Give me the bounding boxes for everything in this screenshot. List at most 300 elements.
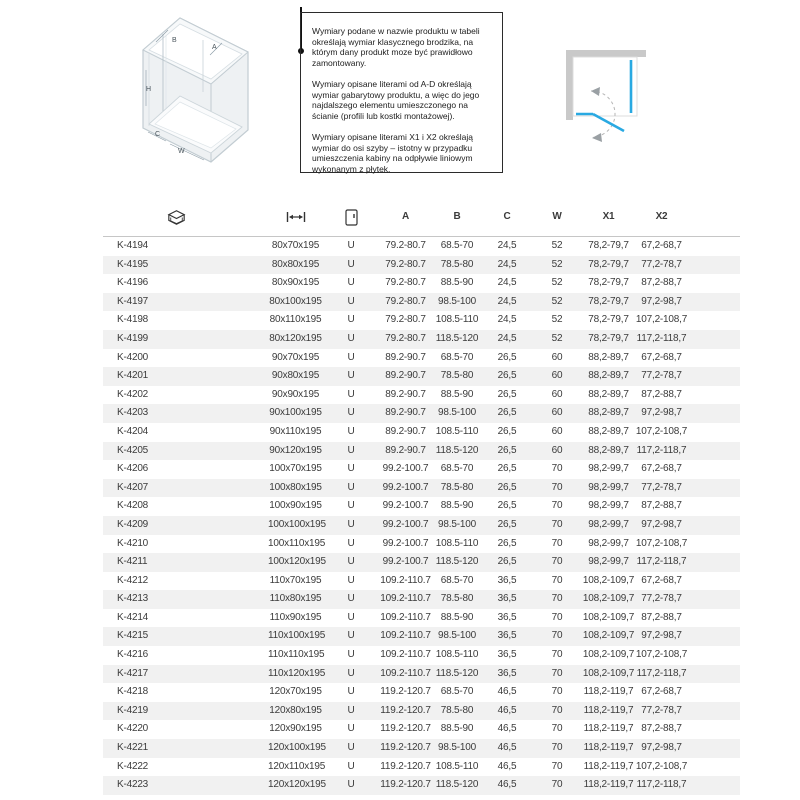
cell-b: 88.5-90 — [440, 500, 474, 512]
cell-x2: 87,2-88,7 — [641, 277, 682, 289]
cell-a: 89.2-90.7 — [385, 370, 426, 382]
cell-dimensions: 120x110x195 — [268, 760, 326, 772]
cell-c: 46,5 — [497, 760, 517, 772]
cell-w: 70 — [551, 704, 563, 716]
cell-dimensions: 90x100x195 — [269, 407, 322, 419]
cell-x1: 88,2-89,7 — [588, 444, 629, 456]
cell-c: 26,5 — [497, 518, 517, 530]
cell-x1: 118,2-119,7 — [583, 686, 634, 698]
cell-product-code: K-4208 — [117, 500, 149, 512]
cell-b: 98.5-100 — [438, 295, 476, 307]
cell-w: 70 — [551, 723, 563, 735]
cell-b: 108.5-110 — [435, 649, 479, 661]
cell-a: 79.2-80.7 — [385, 277, 426, 289]
cell-x2: 107,2-108,7 — [635, 649, 688, 661]
cell-c: 26,5 — [497, 370, 517, 382]
door-icon — [345, 209, 358, 226]
cell-x1: 108,2-109,7 — [582, 611, 635, 623]
cell-dimensions: 90x120x195 — [269, 444, 322, 456]
table-row — [103, 367, 740, 386]
cell-door-type: U — [347, 537, 355, 549]
cell-door-type: U — [347, 407, 355, 419]
cell-c: 26,5 — [497, 537, 517, 549]
cell-b: 118.5-120 — [435, 556, 479, 568]
cell-b: 118.5-120 — [435, 332, 479, 344]
cell-x2: 67,2-68,7 — [641, 351, 682, 363]
cell-x2: 97,2-98,7 — [641, 407, 682, 419]
cell-dimensions: 110x70x195 — [269, 574, 322, 586]
cell-dimensions: 110x100x195 — [268, 630, 326, 642]
cell-b: 78.5-80 — [440, 258, 474, 270]
cell-a: 109.2-110.7 — [380, 630, 431, 642]
cell-product-code: K-4210 — [117, 537, 149, 549]
cell-w: 70 — [551, 686, 563, 698]
cell-a: 99.2-100.7 — [382, 556, 429, 568]
cell-door-type: U — [347, 332, 355, 344]
cell-b: 88.5-90 — [440, 388, 474, 400]
cell-b: 118.5-120 — [435, 667, 479, 679]
cell-product-code: K-4212 — [117, 574, 149, 586]
cell-x1: 98,2-99,7 — [588, 537, 629, 549]
header-col-c: C — [503, 210, 511, 222]
cell-x2: 117,2-118,7 — [636, 332, 687, 344]
table-header-row — [103, 200, 740, 237]
cell-door-type: U — [347, 556, 355, 568]
cell-x1: 88,2-89,7 — [588, 351, 629, 363]
cell-door-type: U — [347, 760, 355, 772]
cell-x1: 118,2-119,7 — [583, 760, 634, 772]
cell-dimensions: 120x70x195 — [269, 686, 322, 698]
table-row — [103, 646, 740, 665]
cell-c: 36,5 — [497, 667, 517, 679]
cell-a: 119.2-120.7 — [380, 779, 431, 791]
cell-x1: 78,2-79,7 — [588, 258, 629, 270]
cell-c: 46,5 — [497, 742, 517, 754]
cell-dimensions: 100x120x195 — [268, 556, 326, 568]
cell-a: 89.2-90.7 — [385, 425, 426, 437]
cell-b: 98.5-100 — [438, 742, 476, 754]
cell-c: 24,5 — [497, 240, 517, 251]
cell-door-type: U — [347, 277, 355, 289]
cell-dimensions: 120x80x195 — [269, 704, 322, 716]
cell-x1: 118,2-119,7 — [583, 742, 634, 754]
cell-door-type: U — [347, 444, 355, 456]
cell-door-type: U — [347, 704, 355, 716]
cell-door-type: U — [347, 295, 355, 307]
cell-product-code: K-4216 — [117, 649, 149, 661]
cell-a: 109.2-110.7 — [380, 574, 431, 586]
cell-b: 68.5-70 — [440, 351, 474, 363]
cell-dimensions: 90x110x195 — [269, 425, 322, 437]
cell-x2: 87,2-88,7 — [641, 611, 682, 623]
cell-dimensions: 100x100x195 — [268, 518, 326, 530]
cell-w: 60 — [551, 444, 563, 456]
cell-x1: 108,2-109,7 — [582, 593, 635, 605]
cell-x1: 108,2-109,7 — [582, 630, 635, 642]
table-row — [103, 423, 740, 442]
cell-product-code: K-4219 — [117, 704, 149, 716]
wall-top — [566, 50, 646, 57]
cell-x1: 108,2-109,7 — [582, 574, 635, 586]
cell-w: 52 — [551, 240, 563, 251]
cell-w: 70 — [551, 463, 563, 475]
cell-w: 70 — [551, 593, 563, 605]
cell-dimensions: 90x90x195 — [271, 388, 320, 400]
cell-x1: 98,2-99,7 — [588, 500, 629, 512]
cell-door-type: U — [347, 370, 355, 382]
cell-door-type: U — [347, 481, 355, 493]
cell-x2: 67,2-68,7 — [641, 240, 682, 251]
cell-door-type: U — [347, 425, 355, 437]
cell-x2: 67,2-68,7 — [641, 686, 682, 698]
spec-table — [103, 200, 740, 795]
cell-c: 26,5 — [497, 407, 517, 419]
cell-b: 88.5-90 — [440, 611, 474, 623]
table-row — [103, 702, 740, 721]
cell-c: 26,5 — [497, 351, 517, 363]
cell-door-type: U — [347, 667, 355, 679]
table-row — [103, 535, 740, 554]
cell-w: 52 — [551, 258, 563, 270]
cell-w: 70 — [551, 760, 563, 772]
cell-dimensions: 110x110x195 — [268, 649, 325, 661]
cell-product-code: K-4222 — [117, 760, 149, 772]
cell-product-code: K-4202 — [117, 388, 149, 400]
cell-x2: 87,2-88,7 — [641, 723, 682, 735]
header-col-a: A — [401, 210, 410, 222]
cell-dimensions: 100x90x195 — [269, 500, 322, 512]
cell-x1: 98,2-99,7 — [588, 463, 629, 475]
cell-c: 24,5 — [497, 277, 517, 289]
table-row — [103, 739, 740, 758]
cell-w: 70 — [551, 742, 563, 754]
cell-x1: 78,2-79,7 — [588, 295, 629, 307]
cell-x1: 78,2-79,7 — [588, 240, 629, 251]
cell-x1: 118,2-119,7 — [583, 723, 634, 735]
table-row — [103, 665, 740, 684]
cell-a: 99.2-100.7 — [382, 537, 429, 549]
cell-x1: 108,2-109,7 — [582, 667, 635, 679]
width-dimension-icon — [286, 211, 306, 223]
cell-b: 108.5-110 — [435, 314, 479, 326]
cell-a: 79.2-80.7 — [385, 332, 426, 344]
cell-door-type: U — [347, 742, 355, 754]
cell-a: 89.2-90.7 — [385, 388, 426, 400]
table-row — [103, 590, 740, 609]
cell-product-code: K-4218 — [117, 686, 149, 698]
cell-x2: 97,2-98,7 — [641, 295, 682, 307]
cell-c: 26,5 — [497, 481, 517, 493]
table-row — [103, 683, 740, 702]
cell-x2: 107,2-108,7 — [635, 314, 688, 326]
cell-x2: 87,2-88,7 — [641, 500, 682, 512]
cell-x1: 118,2-119,7 — [583, 779, 634, 791]
cell-product-code: K-4205 — [117, 444, 149, 456]
cell-product-code: K-4217 — [117, 667, 149, 679]
cell-b: 68.5-70 — [440, 240, 474, 251]
table-row — [103, 386, 740, 405]
header-col-x1: X1 — [602, 210, 615, 222]
cell-product-code: K-4221 — [117, 742, 149, 754]
cell-c: 24,5 — [497, 295, 517, 307]
cell-door-type: U — [347, 574, 355, 586]
cell-dimensions: 110x80x195 — [269, 593, 322, 605]
table-row — [103, 516, 740, 535]
cell-c: 46,5 — [497, 686, 517, 698]
cell-door-type: U — [347, 649, 355, 661]
cell-a: 79.2-80.7 — [385, 314, 426, 326]
cell-x2: 67,2-68,7 — [641, 463, 682, 475]
cell-dimensions: 80x120x195 — [269, 332, 322, 344]
cell-x2: 117,2-118,7 — [636, 556, 687, 568]
cell-product-code: K-4207 — [117, 481, 149, 493]
cell-w: 52 — [551, 314, 563, 326]
cell-b: 108.5-110 — [435, 425, 479, 437]
header-product-column — [103, 206, 250, 229]
cell-a: 99.2-100.7 — [382, 481, 429, 493]
cell-w: 60 — [551, 425, 563, 437]
cell-x1: 88,2-89,7 — [588, 425, 629, 437]
cell-x2: 97,2-98,7 — [641, 742, 682, 754]
cell-w: 70 — [551, 500, 563, 512]
cell-x2: 77,2-78,7 — [641, 593, 682, 605]
table-row — [103, 274, 740, 293]
cell-door-type: U — [347, 463, 355, 475]
cell-x1: 88,2-89,7 — [588, 370, 629, 382]
cell-door-type: U — [347, 779, 355, 791]
cell-w: 52 — [551, 332, 563, 344]
cell-w: 52 — [551, 295, 563, 307]
cell-b: 78.5-80 — [440, 593, 474, 605]
table-row — [103, 479, 740, 498]
cell-door-type: U — [347, 500, 355, 512]
cell-b: 108.5-110 — [435, 760, 479, 772]
cell-w: 52 — [551, 277, 563, 289]
cell-product-code: K-4203 — [117, 407, 149, 419]
glass-door-open — [593, 114, 624, 131]
cell-door-type: U — [347, 258, 355, 270]
cell-dimensions: 80x80x195 — [271, 258, 320, 270]
cell-x2: 97,2-98,7 — [641, 518, 682, 530]
cell-product-code: K-4206 — [117, 463, 149, 475]
cell-dimensions: 120x120x195 — [268, 779, 326, 791]
dimension-note-box — [300, 12, 503, 173]
dim-label-a: A — [212, 44, 217, 51]
cell-b: 68.5-70 — [440, 463, 474, 475]
cell-a: 79.2-80.7 — [385, 295, 426, 307]
cell-x1: 88,2-89,7 — [588, 407, 629, 419]
cell-dimensions: 80x100x195 — [269, 295, 322, 307]
cell-product-code: K-4194 — [117, 240, 149, 251]
cell-product-code: K-4214 — [117, 611, 149, 623]
cell-x2: 107,2-108,7 — [635, 760, 688, 772]
table-row — [103, 442, 740, 461]
header-col-b: B — [453, 210, 461, 222]
cell-b: 68.5-70 — [440, 686, 474, 698]
table-row — [103, 609, 740, 628]
cell-x2: 77,2-78,7 — [641, 258, 682, 270]
cell-a: 79.2-80.7 — [385, 240, 426, 251]
cell-product-code: K-4196 — [117, 277, 149, 289]
cell-product-code: K-4223 — [117, 779, 149, 791]
cell-a: 119.2-120.7 — [380, 686, 431, 698]
cell-product-code: K-4211 — [117, 556, 148, 568]
cell-dimensions: 120x90x195 — [269, 723, 322, 735]
cell-dimensions: 110x120x195 — [268, 667, 326, 679]
cell-x2: 107,2-108,7 — [635, 425, 688, 437]
cell-x1: 108,2-109,7 — [582, 649, 635, 661]
shower-enclosure-3d-diagram — [100, 0, 260, 190]
cell-product-code: K-4220 — [117, 723, 149, 735]
table-row — [103, 404, 740, 423]
cell-a: 109.2-110.7 — [380, 593, 431, 605]
cell-x2: 117,2-118,7 — [636, 444, 687, 456]
table-row — [103, 776, 740, 795]
swing-arrow-up — [591, 87, 600, 96]
top-view-schematic — [558, 42, 688, 162]
cell-dimensions: 100x70x195 — [269, 463, 322, 475]
cell-x2: 117,2-118,7 — [636, 779, 687, 791]
cell-a: 119.2-120.7 — [380, 723, 431, 735]
header-col-x2: X2 — [655, 210, 668, 222]
table-row — [103, 237, 740, 256]
dim-label-c: C — [155, 131, 161, 138]
cell-x1: 88,2-89,7 — [588, 388, 629, 400]
cell-c: 24,5 — [497, 258, 517, 270]
cell-x1: 118,2-119,7 — [583, 704, 634, 716]
cell-dimensions: 100x80x195 — [269, 481, 322, 493]
cell-a: 109.2-110.7 — [380, 611, 431, 623]
shower-tray-icon — [165, 206, 188, 229]
cell-dimensions: 90x70x195 — [271, 351, 320, 363]
cell-w: 60 — [551, 407, 563, 419]
cell-door-type: U — [347, 388, 355, 400]
cell-b: 78.5-80 — [440, 481, 474, 493]
dim-label-h: H — [146, 86, 152, 93]
cell-b: 78.5-80 — [440, 370, 474, 382]
table-row — [103, 349, 740, 368]
note-paragraph-1: Wymiary podane w nazwie produktu w tabeli określają wymiar klasycznego brodzika, na którym dany produkt moze być prawidłowo zamontowany. — [312, 26, 480, 68]
cell-x2: 117,2-118,7 — [636, 667, 687, 679]
table-row — [103, 758, 740, 777]
cell-product-code: K-4201 — [117, 370, 149, 382]
cell-w: 60 — [551, 388, 563, 400]
cell-a: 89.2-90.7 — [385, 351, 426, 363]
cell-a: 89.2-90.7 — [385, 407, 426, 419]
cell-c: 26,5 — [497, 500, 517, 512]
cell-door-type: U — [347, 611, 355, 623]
table-row — [103, 293, 740, 312]
cell-x2: 77,2-78,7 — [641, 481, 682, 493]
dim-label-w: W — [178, 148, 185, 155]
cell-door-type: U — [347, 518, 355, 530]
cell-w: 70 — [551, 630, 563, 642]
cell-b: 88.5-90 — [440, 723, 474, 735]
cell-c: 26,5 — [497, 463, 517, 475]
cell-dimensions: 80x90x195 — [271, 277, 320, 289]
cell-c: 36,5 — [497, 611, 517, 623]
cell-w: 70 — [551, 779, 563, 791]
cell-door-type: U — [347, 351, 355, 363]
enclosure-outline — [573, 57, 637, 116]
table-row — [103, 553, 740, 572]
cell-product-code: K-4195 — [117, 258, 149, 270]
cell-c: 26,5 — [497, 425, 517, 437]
table-row — [103, 460, 740, 479]
cell-w: 70 — [551, 537, 563, 549]
header-dimensions-column — [250, 211, 323, 223]
cell-w: 60 — [551, 351, 563, 363]
cell-product-code: K-4197 — [117, 295, 149, 307]
cell-x2: 77,2-78,7 — [641, 370, 682, 382]
cell-w: 70 — [551, 518, 563, 530]
wall-left — [566, 50, 573, 120]
table-row — [103, 256, 740, 275]
cell-dimensions: 80x110x195 — [269, 314, 322, 326]
cell-a: 109.2-110.7 — [380, 667, 431, 679]
dim-label-b: B — [172, 37, 177, 44]
cell-dimensions: 80x70x195 — [271, 240, 320, 251]
cell-b: 68.5-70 — [440, 574, 474, 586]
cell-w: 70 — [551, 649, 563, 661]
cell-w: 70 — [551, 574, 563, 586]
cell-a: 109.2-110.7 — [380, 649, 431, 661]
cell-a: 79.2-80.7 — [385, 258, 426, 270]
cell-product-code: K-4198 — [117, 314, 149, 326]
cell-w: 60 — [551, 370, 563, 382]
cell-w: 70 — [551, 611, 563, 623]
cell-product-code: K-4199 — [117, 332, 149, 344]
table-row — [103, 572, 740, 591]
header-door-type-column — [323, 209, 379, 226]
cell-c: 26,5 — [497, 556, 517, 568]
cell-b: 98.5-100 — [438, 407, 476, 419]
cell-x1: 98,2-99,7 — [588, 556, 629, 568]
table-row — [103, 330, 740, 349]
cell-b: 98.5-100 — [438, 518, 476, 530]
cell-product-code: K-4200 — [117, 351, 149, 363]
note-paragraph-3: Wymiary opisane literami X1 i X2 określają wymiar do osi szyby – istotny w przypadku umieszczenia kabiny na odpływie liniowym wykonanym z płytek. — [312, 132, 474, 174]
cell-x2: 67,2-68,7 — [641, 574, 682, 586]
cell-w: 70 — [551, 667, 563, 679]
cell-x1: 98,2-99,7 — [588, 481, 629, 493]
cell-door-type: U — [347, 686, 355, 698]
cell-c: 26,5 — [497, 388, 517, 400]
cell-c: 36,5 — [497, 630, 517, 642]
cell-a: 99.2-100.7 — [382, 500, 429, 512]
cell-dimensions: 90x80x195 — [271, 370, 320, 382]
cell-a: 119.2-120.7 — [380, 760, 431, 772]
cell-door-type: U — [347, 314, 355, 326]
header-col-w: W — [552, 210, 562, 222]
cell-c: 24,5 — [497, 314, 517, 326]
cell-x2: 97,2-98,7 — [641, 630, 682, 642]
cell-b: 118.5-120 — [435, 779, 479, 791]
cell-product-code: K-4209 — [117, 518, 149, 530]
cell-x1: 78,2-79,7 — [588, 314, 629, 326]
cell-a: 119.2-120.7 — [380, 742, 431, 754]
cell-a: 99.2-100.7 — [382, 463, 429, 475]
cell-c: 36,5 — [497, 593, 517, 605]
table-row — [103, 311, 740, 330]
cell-w: 70 — [551, 556, 563, 568]
cell-x2: 107,2-108,7 — [635, 537, 688, 549]
cell-product-code: K-4213 — [117, 593, 149, 605]
cell-c: 36,5 — [497, 649, 517, 661]
cell-x1: 78,2-79,7 — [588, 332, 629, 344]
cell-door-type: U — [347, 593, 355, 605]
cell-x1: 98,2-99,7 — [588, 518, 629, 530]
